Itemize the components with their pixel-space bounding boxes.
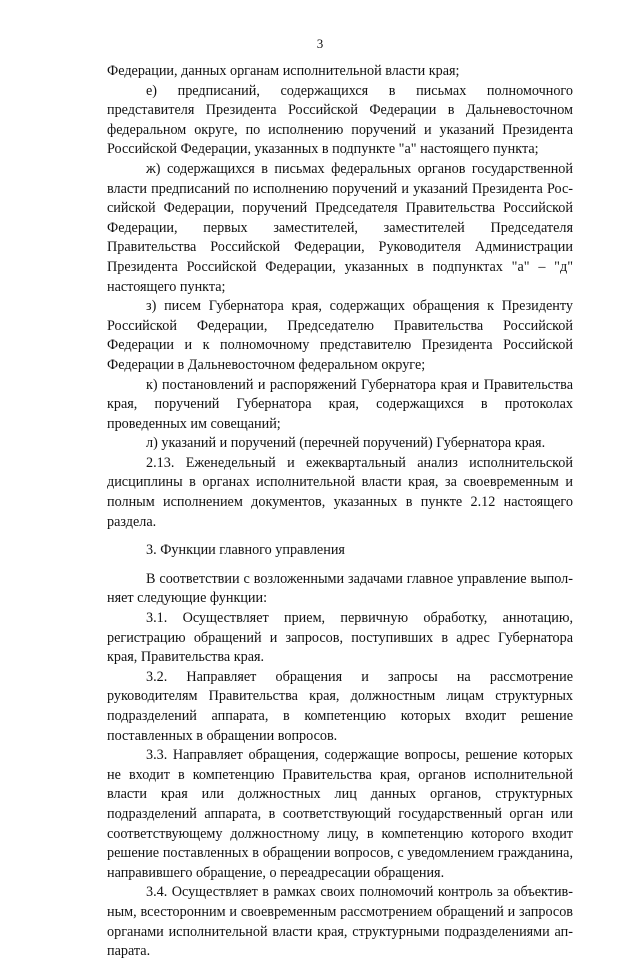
paragraph-2-13: 2.13. Еженедельный и ежеквартальный анализ исполнительской дисциплины в органах исполнительной власти края, за своевременным и полным исполнением документов, указанных в пункте 2.12 настоящего раздела.	[107, 454, 573, 530]
paragraph-item-k: к) постановлений и распоряжений Губернатора края и Правительства края, поручений Губернатора края, содержащихся в протоколах проведенных им совещаний;	[107, 376, 573, 432]
paragraph-intro: В соответствии с возложенными задачами главное управление выполняет следующие функции:	[107, 570, 573, 607]
paragraph-item-z: з) писем Губернатора края, содержащих обращения к Президенту Российской Федерации, Председателю Правительства Российской Федерации и к полномочному представителю Президента Российской Федерации в Дальневосточном федеральном округе;	[107, 298, 573, 373]
paragraph-item-zh: ж) содержащихся в письмах федеральных органов государственной власти предписаний по исполнению поручений и указаний Президента Российской Федерации, поручений Председателя Правительства Российской Федерации, первых заместителей, заместителей Председателя Правительства Российской Федерации, Руководителя Администрации Президента Российской Федерации, указанных в подпунктах "а" – "д" настоящего пункта;	[107, 160, 573, 295]
paragraph-continuation: Федерации, данных органам исполнительной власти края;	[107, 63, 460, 79]
page-number: 3	[316, 36, 324, 51]
document-body	[107, 62, 573, 962]
section-heading: 3. Функции главного управления	[146, 542, 345, 559]
paragraph-3-3: 3.3. Направляет обращения, содержащие вопросы, решение которых не входит в компетенцию Правительства края, органов исполнительной власти края или должностных лиц данных органов, структурных подразделений аппарата, в соответствующий государственный орган или соответствующему должностному лицу, в компетенцию которого входит решение поставленных в обращении вопросов, с уведомлением гражданина, направившего обращение, о переадресации обращения.	[107, 747, 573, 881]
paragraph-3-4: 3.4. Осуществляет в рамках своих полномочий контроль за объективным, всесторонним и своевременным рассмотрением обращений и запросов органами исполнительной власти края, структурными подразделениями аппарата.	[107, 884, 573, 960]
paragraph-3-1: 3.1. Осуществляет прием, первичную обработку, аннотацию, регистрацию обращений и запросов, поступивших в адрес Губернатора края, Правительства края.	[107, 610, 573, 666]
paragraph-item-l: л) указаний и поручений (перечней поручений) Губернатора края.	[146, 435, 546, 452]
paragraph-item-e: е) предписаний, содержащихся в письмах полномочного представителя Президента Российской Федерации в Дальневосточном федеральном округе, по исполнению поручений и указаний Президента Российской Федерации, указанных в подпункте "а" настоящего пункта;	[107, 82, 573, 158]
paragraph-3-2: 3.2. Направляет обращения и запросы на рассмотрение руководителям Правительства края, должностным лицам структурных подразделений аппарата, в компетенцию которых входит решение поставленных в обращении вопросов.	[107, 668, 573, 744]
